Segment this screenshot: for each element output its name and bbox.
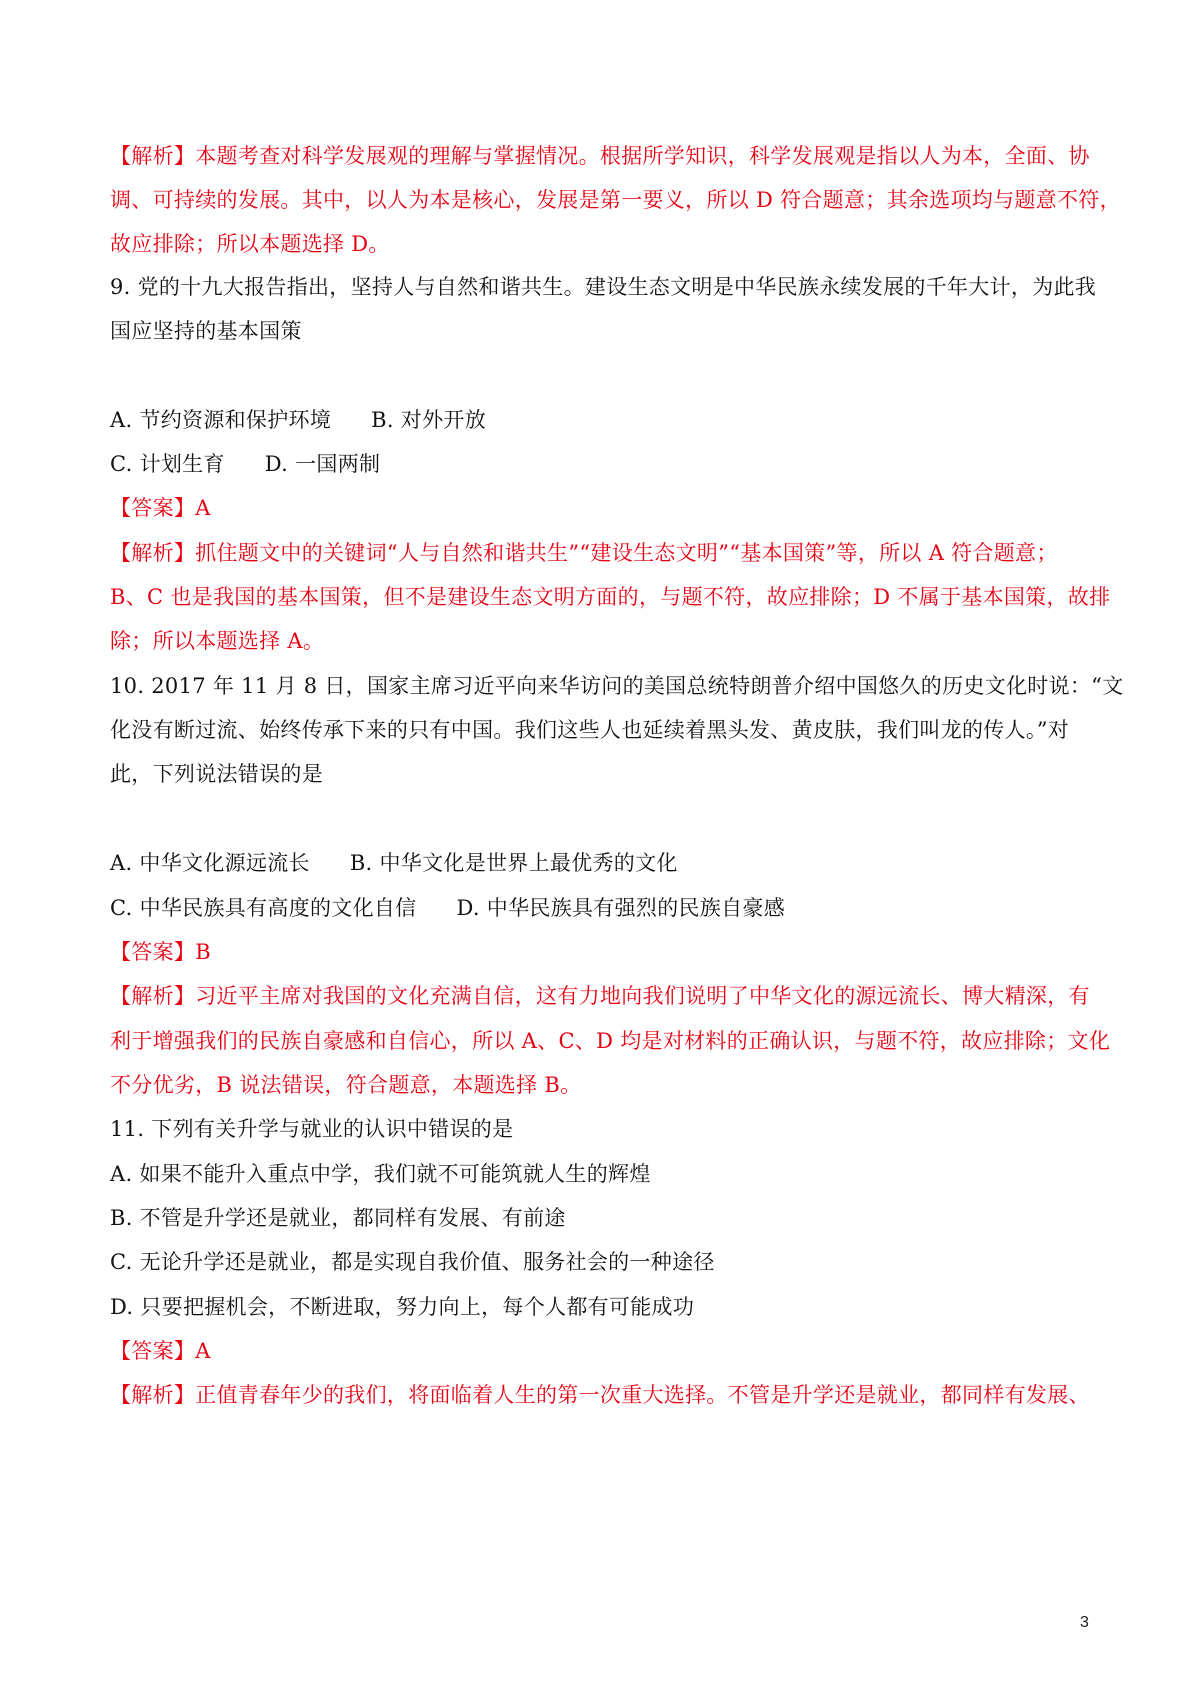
q11-option-c: C. 无论升学还是就业，都是实现自我价值、服务社会的一种途径 (110, 1250, 715, 1274)
q10-options-row-1 (110, 848, 1110, 878)
q8-analysis-line-3: 故应排除；所以本题选择 D。 (110, 232, 390, 256)
q11-answer (110, 1336, 1110, 1366)
q9-analysis-line-1: 【解析】抓住题文中的关键词“人与自然和谐共生”“建设生态文明”“基本国策”等，所以 A 符合题意； (110, 541, 1058, 565)
q9-answer-tag: 【答案】 (110, 496, 196, 520)
q9-options-row-1 (110, 405, 1110, 435)
q9-analysis-tag: 【解析】 (110, 541, 196, 565)
q10-analysis-line-2: 利于增强我们的民族自豪感和自信心，所以 A、C、D 均是对材料的正确认识，与题不符，故应排除；文化 (110, 1029, 1111, 1053)
q10-stem-line-2: 化没有断过流、始终传承下来的只有中国。我们这些人也延续着黑头发、黄皮肤，我们叫龙的传人。”对 (110, 718, 1070, 742)
q11-option-a: A. 如果不能升入重点中学，我们就不可能筑就人生的辉煌 (110, 1162, 651, 1186)
q10-analysis-tag: 【解析】 (110, 984, 196, 1008)
q11-answer-tag: 【答案】 (110, 1339, 196, 1363)
q10-options-row-2 (110, 893, 1110, 923)
q11-analysis-line-1: 【解析】正值青春年少的我们，将面临着人生的第一次重大选择。不管是升学还是就业，都同样有发展、 (110, 1383, 1090, 1407)
q9-option-c: C. 计划生育 (110, 452, 225, 476)
q11-answer-value: A (195, 1339, 211, 1363)
q9-analysis-line-3: 除；所以本题选择 A。 (110, 629, 325, 653)
q10-option-b: B. 中华文化是世界上最优秀的文化 (349, 851, 678, 875)
q10-answer-value: B (195, 940, 211, 964)
page-number: 3 (1080, 1614, 1089, 1631)
q10-option-a: A. 中华文化源远流长 (110, 851, 310, 875)
q9-option-a: A. 节约资源和保护环境 (110, 408, 332, 432)
q10-option-d: D. 中华民族具有强烈的民族自豪感 (456, 896, 786, 920)
q11-analysis-tag: 【解析】 (110, 1383, 196, 1407)
q9-answer-value: A (195, 496, 211, 520)
q10-answer (110, 937, 1110, 967)
q10-stem-line-1: 10. 2017 年 11 月 8 日，国家主席习近平向来华访问的美国总统特朗普介绍中国悠久的历史文化时说：“文 (110, 674, 1124, 698)
q10-analysis-line-1: 【解析】习近平主席对我国的文化充满自信，这有力地向我们说明了中华文化的源远流长、博大精深，有 (110, 984, 1090, 1008)
q9-option-b: B. 对外开放 (371, 408, 487, 432)
q10-stem-line-3: 此，下列说法错误的是 (110, 762, 323, 786)
q11-option-b: B. 不管是升学还是就业，都同样有发展、有前途 (110, 1206, 566, 1230)
q11-stem-line-1: 11. 下列有关升学与就业的认识中错误的是 (110, 1117, 514, 1141)
q10-option-c: C. 中华民族具有高度的文化自信 (110, 896, 417, 920)
q11-option-d: D. 只要把握机会，不断进取，努力向上，每个人都有可能成功 (110, 1295, 695, 1319)
q9-stem-line-1: 9. 党的十九大报告指出，坚持人与自然和谐共生。建设生态文明是中华民族永续发展的千年大计，为此我 (110, 275, 1097, 299)
q10-analysis-line-3: 不分优劣，B 说法错误，符合题意，本题选择 B。 (110, 1073, 582, 1097)
q9-options-row-2 (110, 449, 1110, 479)
q9-option-d: D. 一国两制 (264, 452, 381, 476)
q10-answer-tag: 【答案】 (110, 940, 196, 964)
q9-answer (110, 493, 1110, 523)
q9-stem-line-2: 国应坚持的基本国策 (110, 319, 302, 343)
q8-analysis-line-1: 【解析】本题考查对科学发展观的理解与掌握情况。根据所学知识，科学发展观是指以人为本，全面、协 (110, 144, 1090, 168)
q8-analysis-line-2: 调、可持续的发展。其中，以人为本是核心，发展是第一要义，所以 D 符合题意；其余选项均与题意不符， (110, 188, 1121, 212)
q8-analysis-tag: 【解析】 (110, 144, 196, 168)
q9-analysis-line-2: B、C 也是我国的基本国策，但不是建设生态文明方面的，与题不符，故应排除；D 不属于基本国策，故排 (110, 585, 1111, 609)
